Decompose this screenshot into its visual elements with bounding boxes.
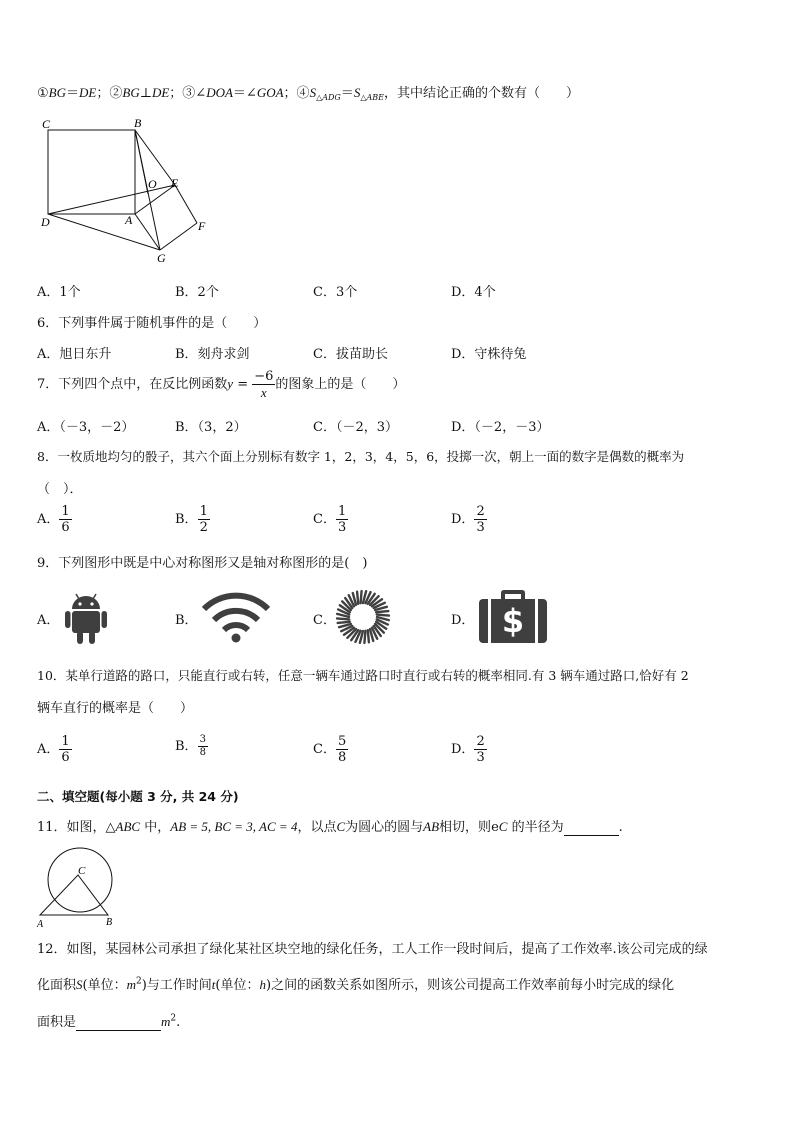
q8-stem-line2: （ ）．	[37, 482, 83, 497]
label-b: B	[134, 116, 142, 130]
q8-stem-line1: 8．一枚质地均匀的骰子，其六个面上分别标有数字 1，2，3，4，5，6，投掷一次，朝上一面的数字是偶数的概率为	[37, 449, 685, 464]
triangle-abc	[40, 875, 108, 915]
sunburst-icon	[335, 589, 391, 645]
label-b: B	[106, 917, 113, 928]
sunburst-ray	[338, 622, 350, 623]
q10-option-c[interactable]: C． $\frac{5}{8}$	[313, 734, 347, 765]
q7-fraction: $\frac{-6}{x}$	[254, 369, 274, 400]
q6-stem: 6．下列事件属于随机事件的是（ ）	[37, 316, 267, 331]
q8-option-b[interactable]: B． $\frac{1}{2}$	[175, 504, 208, 535]
q7-option-b[interactable]: B．（3，2）	[175, 420, 247, 435]
q9-stem: 9．下列图形中既是中心对称图形又是轴对称图形的是( )	[37, 556, 368, 571]
q10-stem-line1: 10．某单行道路的路口，只能直行或右转，任意一辆车通过路口时直行或右转的概率相同.有 3 辆车通过路口,恰好有 2	[37, 668, 689, 683]
circle-c	[48, 848, 112, 912]
q11-stem: 11．如图，△ABC 中，AB = 5, BC = 3, AC = 4，以点C为圆心的圆与AB相切，则eC 的半径为 .	[37, 819, 623, 835]
label-a: A	[125, 213, 133, 227]
q10-option-a[interactable]: A． $\frac{1}{6}$	[37, 734, 70, 765]
q7-stem: 7．下列四个点中，在反比例函数y = $\frac{-6}{x}$ 的图象上的是（ ）	[37, 369, 406, 400]
q5-stem: ①BG＝DE；②BG⊥DE；③∠DOA＝∠GOA；$④S_{\triangle ADG}=S_{\triangle ABE}$，其中结论正确的个数有（ ）	[37, 85, 579, 102]
q6-option-a[interactable]: A．旭日东升	[37, 347, 112, 362]
q5-option-c[interactable]: C．3个	[313, 285, 358, 300]
q8-option-c[interactable]: C． $\frac{1}{3}$	[313, 504, 347, 535]
q6-option-b[interactable]: B．刻舟求剑	[175, 347, 250, 362]
sunburst-ray	[376, 611, 388, 612]
section-heading: 二、填空题(每小题 3 分, 共 24 分)	[37, 789, 239, 804]
sunburst-ray	[377, 615, 389, 616]
label-a: A	[37, 919, 44, 929]
label-g: G	[157, 251, 166, 265]
q10-option-d[interactable]: D． $\frac{2}{3}$	[451, 734, 485, 765]
q12-answer-blank[interactable]	[76, 1015, 161, 1031]
q7-option-d[interactable]: D．（－2，－3）	[451, 420, 550, 435]
svg-text:$: $	[501, 602, 525, 640]
android-icon	[65, 589, 107, 645]
q12-stem-line2: 化面积S(单位：$m^2$)与工作时间t(单位：h)之间的函数关系如图所示，则该公司提高工作效率前每小时完成的绿化	[37, 976, 675, 993]
label-d: D	[41, 215, 50, 229]
q5-geometry-figure	[38, 112, 218, 270]
segment-ef	[175, 185, 197, 223]
q10-option-b[interactable]: B． $\frac{3}{8}$	[175, 734, 206, 758]
label-c: C	[78, 865, 86, 877]
sunburst-ray	[364, 631, 365, 643]
label-f: F	[198, 219, 206, 233]
q11-circle-figure	[34, 845, 124, 929]
q8-option-a[interactable]: A． $\frac{1}{6}$	[37, 504, 70, 535]
q6-option-c[interactable]: C．拔苗助长	[313, 347, 388, 362]
q8-option-d[interactable]: D． $\frac{2}{3}$	[451, 504, 485, 535]
q6-option-d[interactable]: D．守株待兔	[451, 347, 527, 362]
segment-fg	[160, 223, 197, 250]
money-bag-icon	[479, 589, 547, 645]
square-abcd	[48, 130, 135, 214]
sunburst-ray	[361, 591, 362, 603]
label-e: E	[171, 176, 179, 190]
q12-stem-line3: 面积是 $m^2$.	[37, 1013, 181, 1030]
label-c: C	[42, 117, 51, 131]
q7-option-c[interactable]: C．（－2，3）	[313, 420, 398, 435]
q5-option-a[interactable]: A．1个	[37, 285, 81, 300]
sunburst-ray	[337, 618, 349, 619]
q12-stem-line1: 12．如图，某园林公司承担了绿化某社区块空地的绿化任务，工人工作一段时间后，提高了工作效率.该公司完成的绿	[37, 942, 708, 957]
q10-stem-line2: 辆车直行的概率是（ ）	[37, 701, 194, 716]
label-o: O	[148, 177, 157, 191]
q7-option-a[interactable]: A．（－3，－2）	[37, 420, 135, 435]
wifi-icon	[201, 589, 271, 643]
q5-option-d[interactable]: D．4个	[451, 285, 496, 300]
sunburst-ray	[368, 630, 369, 642]
segment-dg	[48, 214, 160, 250]
q5-option-b[interactable]: B．2个	[175, 285, 219, 300]
sunburst-ray	[357, 592, 358, 604]
q11-answer-blank[interactable]	[564, 820, 619, 836]
